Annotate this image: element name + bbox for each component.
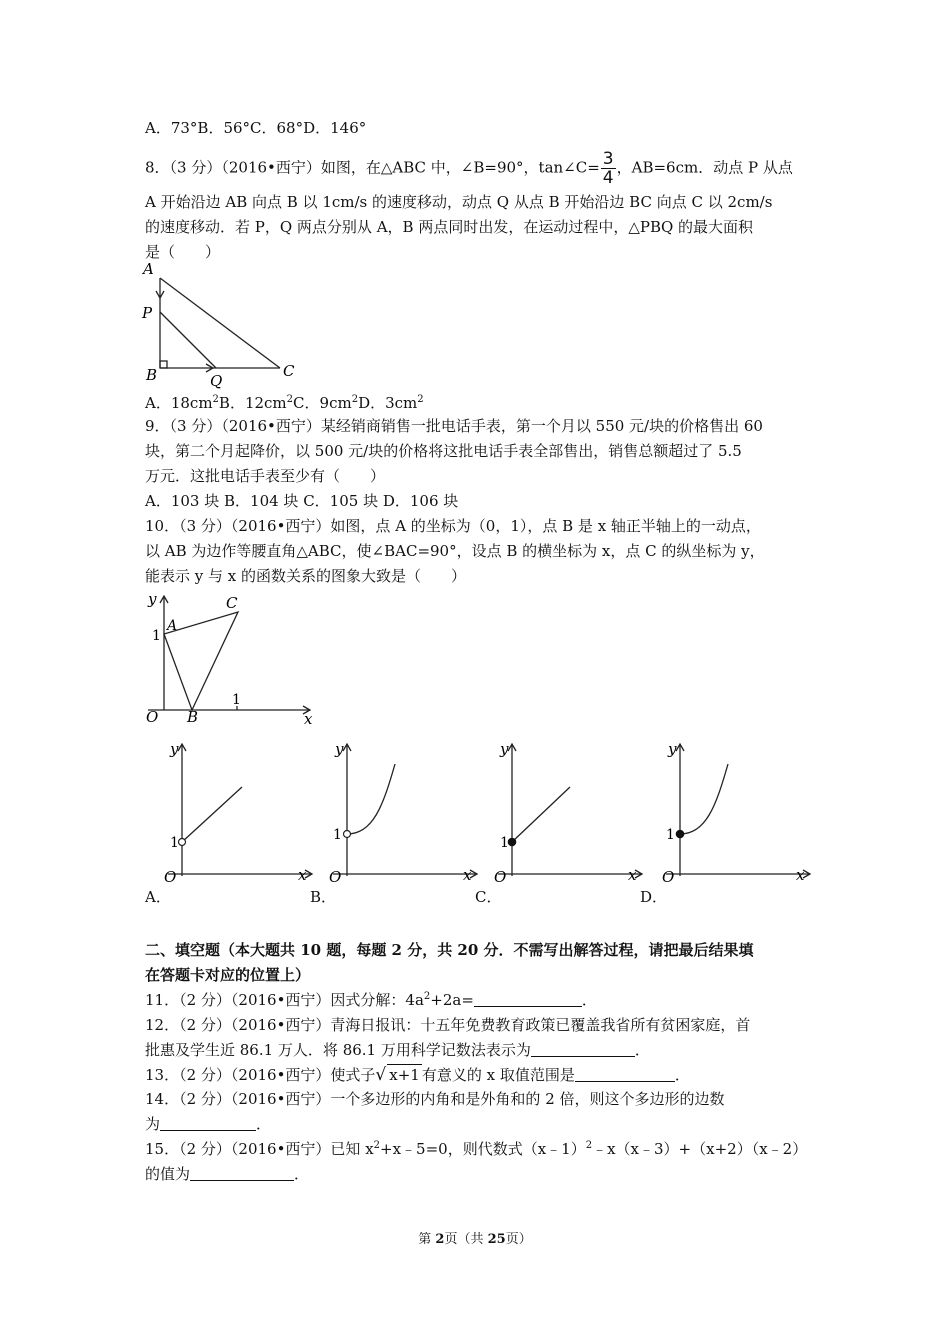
q8-text-b: ，AB=6cm．动点 P 从点 (616, 158, 793, 177)
q8-option-b: B．12cm (218, 394, 287, 412)
q10-option-d: D． (640, 888, 668, 906)
footer-text-a: 第 (418, 1232, 436, 1247)
answer-blank[interactable] (575, 1066, 675, 1082)
superscript: 2 (585, 1140, 593, 1151)
page-footer (0, 1228, 950, 1247)
q9-line1: 9．（3 分）（2016•西宁）某经销商销售一批电话手表，第一个月以 550 元/块的价格售出 60 (145, 417, 763, 435)
section-2-heading-line2: 在答题卡对应的位置上） (145, 966, 311, 984)
x-tick-1: 1 (232, 692, 241, 708)
q8-line1 (145, 150, 793, 187)
q10-line2: 以 AB 为边作等腰直角△ABC，使∠BAC=90°，设点 B 的横坐标为 x，点 C 的纵坐标为 y， (145, 542, 765, 560)
q15-text-b: +x﹣5=0，则代数式（x﹣1） (380, 1140, 586, 1158)
q15-end: ． (294, 1165, 310, 1183)
origin-label: O (662, 868, 675, 886)
axis-y-label: y (668, 740, 677, 758)
q8-line4: 是（ ） (145, 243, 221, 261)
axis-x-label: x (628, 866, 637, 884)
q8-triangle-figure (138, 258, 308, 390)
answer-blank[interactable] (531, 1041, 635, 1057)
superscript: 2 (212, 394, 219, 405)
q9-options: A．103 块 B．104 块 C．105 块 D．106 块 (145, 492, 459, 510)
q15-text-a: 15．（2 分）（2016•西宁）已知 x (145, 1140, 374, 1158)
q8-line3: 的速度移动．若 P，Q 两点分别从 A，B 两点同时出发，在运动过程中，△PBQ 的最大面积 (145, 218, 754, 236)
q8-text-a: 8．（3 分）（2016•西宁）如图，在△ABC 中，∠B=90°，tan∠C= (145, 158, 600, 177)
superscript: 2 (423, 991, 431, 1002)
label-q: Q (210, 372, 223, 390)
tan-fraction (601, 150, 616, 187)
origin-label: O (329, 868, 342, 886)
q11-end: ． (581, 991, 597, 1009)
label-b: B (187, 708, 199, 726)
y-tick-1: 1 (500, 835, 509, 851)
label-a: A (143, 260, 154, 278)
fraction-numerator: 3 (602, 149, 614, 169)
axis-y-label: y (500, 740, 509, 758)
q12-text: 批惠及学生近 86.1 万人．将 86.1 万用科学记数法表示为 (145, 1041, 531, 1059)
q7-options: A．73°B．56°C．68°D．146° (145, 119, 367, 137)
radicand: x+1 (389, 1066, 420, 1084)
q14-line2 (145, 1114, 271, 1134)
y-tick-1: 1 (333, 827, 342, 843)
q8-option-d: D．3cm (358, 394, 418, 412)
q15-text-c: ﹣x（x﹣3）+（x+2）（x﹣2） (592, 1140, 808, 1158)
total-pages: 25 (487, 1232, 506, 1247)
footer-text-b: 页（共 (444, 1232, 488, 1247)
superscript: 2 (286, 394, 294, 405)
q10-line1: 10．（3 分）（2016•西宁）如图，点 A 的坐标为（0，1），点 B 是 x 轴正半轴上的一动点， (145, 517, 761, 535)
q8-option-a: A．18cm (145, 394, 213, 412)
axis-y-label: y (335, 740, 344, 758)
graph-option-a (160, 736, 320, 886)
axis-x-label: x (796, 866, 805, 884)
q13-text-a: 13．（2 分）（2016•西宁）使式子 (145, 1066, 376, 1084)
graph-option-b (325, 736, 485, 886)
q9-line2: 块，第二个月起降价，以 500 元/块的价格将这批电话手表全部售出，销售总额超过了 5.5 (145, 442, 742, 460)
axis-x-label: x (463, 866, 472, 884)
axis-y-label: y (170, 740, 179, 758)
y-tick-1: 1 (170, 835, 179, 851)
label-c: C (226, 594, 238, 612)
section-2-heading-line1: 二、填空题（本大题共 10 题，每题 2 分，共 20 分．不需写出解答过程，请把最后结果填 (145, 941, 754, 959)
axis-x-label: x (298, 866, 307, 884)
q8-options (145, 393, 424, 413)
y-tick-1: 1 (152, 628, 161, 644)
answer-blank[interactable] (160, 1115, 256, 1131)
graph-option-d (658, 736, 818, 886)
fraction-denominator: 4 (602, 168, 614, 188)
q11-text-b: +2a= (430, 991, 474, 1009)
label-a: A (167, 618, 178, 634)
superscript: 2 (417, 394, 424, 405)
label-c: C (283, 362, 295, 380)
q10-line3: 能表示 y 与 x 的函数关系的图象大致是（ ） (145, 567, 467, 585)
q11-line (145, 990, 597, 1010)
superscript: 2 (351, 394, 359, 405)
q9-line3: 万元．这批电话手表至少有（ ） (145, 467, 386, 485)
radical-sign: √ (375, 1065, 387, 1085)
label-p: P (142, 304, 153, 322)
q12-line1: 12．（2 分）（2016•西宁）青海日报讯：十五年免费教育政策已覆盖我省所有贫困家庭，首 (145, 1016, 751, 1034)
q10-main-figure (140, 588, 320, 728)
answer-blank[interactable] (474, 991, 582, 1007)
page-number: 2 (435, 1232, 445, 1247)
q8-line2: A 开始沿边 AB 向点 B 以 1cm/s 的速度移动，动点 Q 从点 B 开始沿边 BC 向点 C 以 2cm/s (145, 193, 773, 211)
superscript: 2 (373, 1140, 381, 1151)
q13-end: ． (674, 1066, 690, 1084)
q10-option-c: C． (475, 888, 502, 906)
graph-option-c (490, 736, 650, 886)
q8-option-c: C．9cm (293, 394, 352, 412)
q10-option-b: B． (310, 888, 337, 906)
origin-label: O (494, 868, 507, 886)
q12-line2 (145, 1040, 650, 1060)
origin-label: O (146, 708, 159, 726)
q13-line (145, 1064, 690, 1085)
q13-text-b: 有意义的 x 取值范围是 (421, 1066, 575, 1084)
q14-line1: 14．（2 分）（2016•西宁）一个多边形的内角和是外角和的 2 倍，则这个多边形的边数 (145, 1090, 725, 1108)
answer-blank[interactable] (190, 1165, 294, 1181)
q12-end: ． (634, 1041, 650, 1059)
q15-line1 (145, 1139, 807, 1159)
footer-text-c: 页） (505, 1232, 532, 1247)
q15-line2 (145, 1164, 309, 1184)
q11-text-a: 11．（2 分）（2016•西宁）因式分解：4a (145, 991, 424, 1009)
axis-x-label: x (304, 710, 313, 728)
axis-y-label: y (148, 590, 157, 608)
q14-text: 为 (145, 1115, 161, 1133)
y-tick-1: 1 (666, 827, 675, 843)
q15-text: 的值为 (145, 1165, 191, 1183)
q10-option-a: A． (145, 888, 171, 906)
q14-end: ． (256, 1115, 272, 1133)
label-b: B (146, 366, 158, 384)
origin-label: O (164, 868, 177, 886)
